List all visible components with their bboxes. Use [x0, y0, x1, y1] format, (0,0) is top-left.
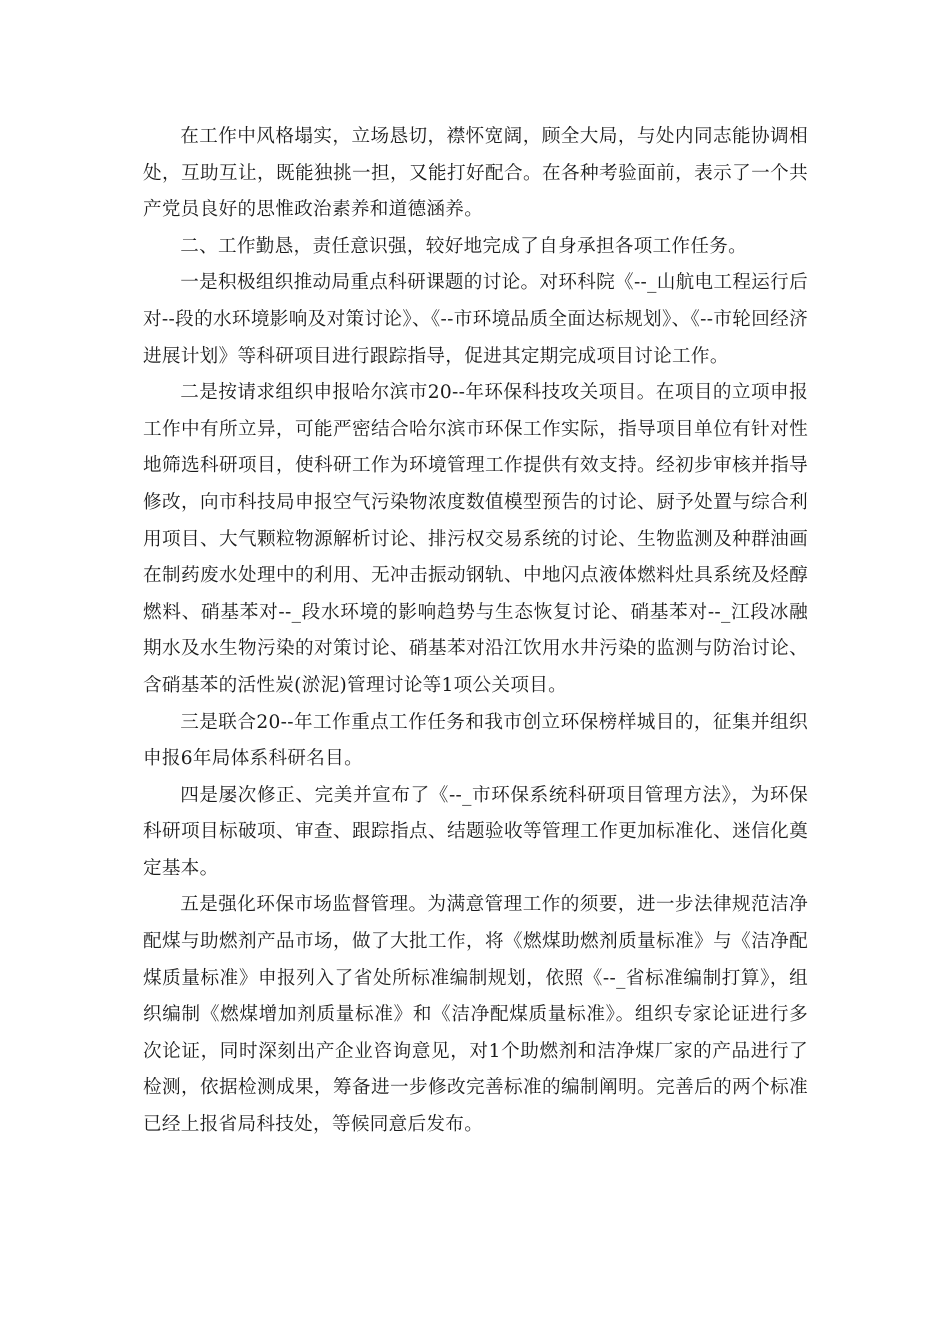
paragraph-section-two-heading: 二、工作勤恳，责任意识强，较好地完成了自身承担各项工作任务。	[180, 235, 748, 257]
paragraph-item-three: 三是联合20--年工作重点工作任务和我市创立环保榜样城目的，征集并组织申报6年局体系科研名目。	[143, 711, 808, 770]
paragraph-item-one: 一是积极组织推动局重点科研课题的讨论。对环科院《--_山航电工程运行后对--段的水环境影响及对策讨论》、《--市环境品质全面达标规划》、《--市轮回经济进展计划》等科研项目进行跟踪指导，促进其定期完成项目讨论工作。	[143, 272, 808, 367]
paragraph-item-five: 五是强化环保市场监督管理。为满意管理工作的须要，进一步法律规范洁净配煤与助燃剂产品市场，做了大批工作，将《燃煤助燃剂质量标准》与《洁净配煤质量标准》申报列入了省处所标准编制规划，依照《--_省标准编制打算》，组织编制《燃煤增加剂质量标准》和《洁净配煤质量标准》。组织专家论证进行多次论证，同时深刻出产企业咨询意见，对1个助燃剂和洁净煤厂家的产品进行了检测，依据检测成果，筹备进一步修改完善标准的编制阐明。完善后的两个标准已经上报省局科技处，等候同意后发布。	[143, 894, 808, 1136]
paragraph-work-style: 在工作中风格塌实，立场恳切，襟怀宽阔，顾全大局，与处内同志能协调相处，互助互让，既能独挑一担，又能打好配合。在各种考验面前，表示了一个共产党员良好的思惟政治素养和道德涵养。	[143, 126, 808, 221]
paragraph-item-four: 四是屡次修正、完美并宣布了《--_市环保系统科研项目管理方法》，为环保科研项目标破项、审查、跟踪指点、结题验收等管理工作更加标准化、迷信化奠定基本。	[143, 784, 808, 879]
paragraph-item-two: 二是按请求组织申报哈尔滨市20--年环保科技攻关项目。在项目的立项申报工作中有所立异，可能严密结合哈尔滨市环保工作实际，指导项目单位有针对性地筛选科研项目，使科研工作为环境管理工作提供有效支持。经初步审核并指导修改，向市科技局申报空气污染物浓度数值模型预告的讨论、厨予处置与综合利用项目、大气颗粒物源解析讨论、排污权交易系统的讨论、生物监测及种群油画在制药废水处理中的利用、无冲击振动钢轨、中地闪点液体燃料灶具系统及烃醇燃料、硝基苯对--_段水环境的影响趋势与生态恢复讨论、硝基苯对--_江段冰融期水及水生物污染的对策讨论、硝基苯对沿江饮用水井污染的监测与防治讨论、含硝基苯的活性炭(淤泥)管理讨论等1项公关项目。	[143, 382, 808, 696]
document-body	[143, 119, 808, 1144]
